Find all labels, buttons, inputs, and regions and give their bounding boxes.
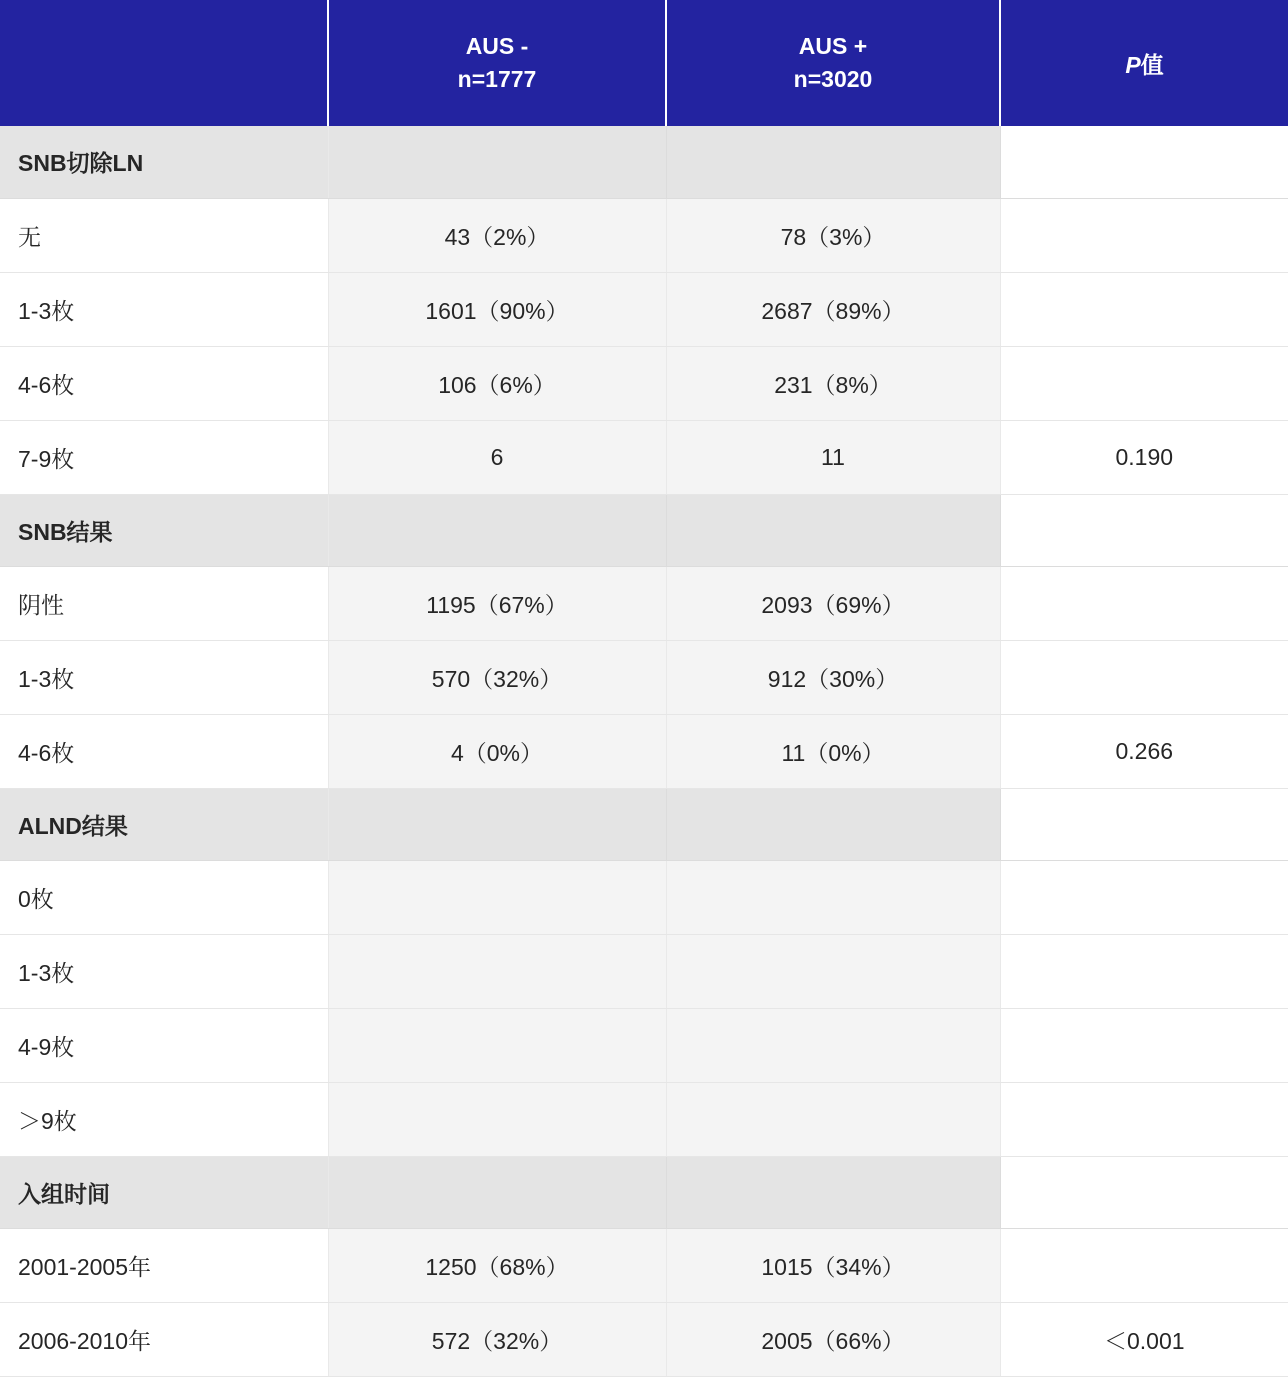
table-row [0, 640, 1288, 714]
row-label: 2001-2005年 [0, 1228, 328, 1302]
cell-aus-plus: 78（3%） [666, 198, 1000, 272]
section-blank-cell [666, 1156, 1000, 1228]
table-row [0, 1082, 1288, 1156]
cell-aus-minus: 570（32%） [328, 640, 666, 714]
cell-aus-plus: 2687（89%） [666, 272, 1000, 346]
cell-pvalue [1000, 640, 1288, 714]
section-label: 入组时间 [0, 1156, 328, 1228]
row-label: ＞9枚 [0, 1082, 328, 1156]
table-row [0, 566, 1288, 640]
section-blank-cell [666, 126, 1000, 198]
cell-aus-plus: 231（8%） [666, 346, 1000, 420]
cell-aus-minus [328, 934, 666, 1008]
header-cell-aus-minus [328, 0, 666, 126]
row-label: 1-3枚 [0, 934, 328, 1008]
cell-aus-minus: 6 [328, 420, 666, 494]
section-blank-cell [1000, 1156, 1288, 1228]
cell-pvalue [1000, 934, 1288, 1008]
header-row [0, 0, 1288, 126]
row-label: 阴性 [0, 566, 328, 640]
section-blank-cell [666, 494, 1000, 566]
table-row [0, 198, 1288, 272]
row-label: 1-3枚 [0, 640, 328, 714]
header-aus-plus-label: AUS + [798, 32, 868, 59]
cell-aus-minus: 1250（68%） [328, 1228, 666, 1302]
header-pvalue-symbol: P [1125, 51, 1141, 78]
section-blank-cell [1000, 494, 1288, 566]
cell-aus-plus: 11（0%） [666, 714, 1000, 788]
row-label: 7-9枚 [0, 420, 328, 494]
row-label: 4-6枚 [0, 346, 328, 420]
header-aus-minus-label: AUS - [465, 32, 529, 59]
header-cell-blank [0, 0, 328, 126]
table-row [0, 860, 1288, 934]
table-section-row [0, 788, 1288, 860]
cell-aus-plus: 912（30%） [666, 640, 1000, 714]
cell-pvalue [1000, 272, 1288, 346]
cell-pvalue: 0.190 [1000, 420, 1288, 494]
cell-aus-minus: 43（2%） [328, 198, 666, 272]
cell-aus-minus [328, 1082, 666, 1156]
cell-pvalue: 0.266 [1000, 714, 1288, 788]
table-body [0, 126, 1288, 1376]
row-label: 4-6枚 [0, 714, 328, 788]
table-header [0, 0, 1288, 126]
row-label: 2006-2010年 [0, 1302, 328, 1376]
section-blank-cell [666, 788, 1000, 860]
cell-pvalue [1000, 566, 1288, 640]
section-label: SNB结果 [0, 494, 328, 566]
header-cell-pvalue [1000, 0, 1288, 126]
cell-pvalue [1000, 1082, 1288, 1156]
cell-aus-minus [328, 860, 666, 934]
header-cell-aus-plus [666, 0, 1000, 126]
header-aus-plus-count: n=3020 [793, 66, 873, 92]
header-pvalue-suffix: 值 [1140, 51, 1164, 78]
cell-aus-minus: 572（32%） [328, 1302, 666, 1376]
section-label: ALND结果 [0, 788, 328, 860]
section-label: SNB切除LN [0, 126, 328, 198]
table-section-row [0, 126, 1288, 198]
cell-aus-minus: 4（0%） [328, 714, 666, 788]
row-label: 无 [0, 198, 328, 272]
cell-pvalue [1000, 1228, 1288, 1302]
cell-aus-plus [666, 1082, 1000, 1156]
cell-aus-plus [666, 934, 1000, 1008]
cell-aus-minus: 1195（67%） [328, 566, 666, 640]
cell-pvalue [1000, 346, 1288, 420]
table-row [0, 1228, 1288, 1302]
table-section-row [0, 494, 1288, 566]
cell-aus-minus [328, 1008, 666, 1082]
table-row [0, 934, 1288, 1008]
row-label: 1-3枚 [0, 272, 328, 346]
cell-pvalue [1000, 860, 1288, 934]
table-section-row [0, 1156, 1288, 1228]
cell-aus-plus: 2005（66%） [666, 1302, 1000, 1376]
section-blank-cell [328, 788, 666, 860]
cell-aus-plus [666, 1008, 1000, 1082]
cell-aus-plus [666, 860, 1000, 934]
table-row [0, 420, 1288, 494]
cell-pvalue: ＜0.001 [1000, 1302, 1288, 1376]
section-blank-cell [328, 1156, 666, 1228]
section-blank-cell [328, 126, 666, 198]
section-blank-cell [1000, 126, 1288, 198]
cell-aus-plus: 2093（69%） [666, 566, 1000, 640]
cell-aus-plus: 11 [666, 420, 1000, 494]
row-label: 4-9枚 [0, 1008, 328, 1082]
cell-aus-minus: 1601（90%） [328, 272, 666, 346]
table-row [0, 1302, 1288, 1376]
section-blank-cell [1000, 788, 1288, 860]
section-blank-cell [328, 494, 666, 566]
table-row [0, 346, 1288, 420]
table-row [0, 714, 1288, 788]
table-row [0, 272, 1288, 346]
header-aus-minus-count: n=1777 [457, 66, 537, 92]
cell-pvalue [1000, 198, 1288, 272]
cell-aus-plus: 1015（34%） [666, 1228, 1000, 1302]
cell-aus-minus: 106（6%） [328, 346, 666, 420]
cell-pvalue [1000, 1008, 1288, 1082]
row-label: 0枚 [0, 860, 328, 934]
table-row [0, 1008, 1288, 1082]
